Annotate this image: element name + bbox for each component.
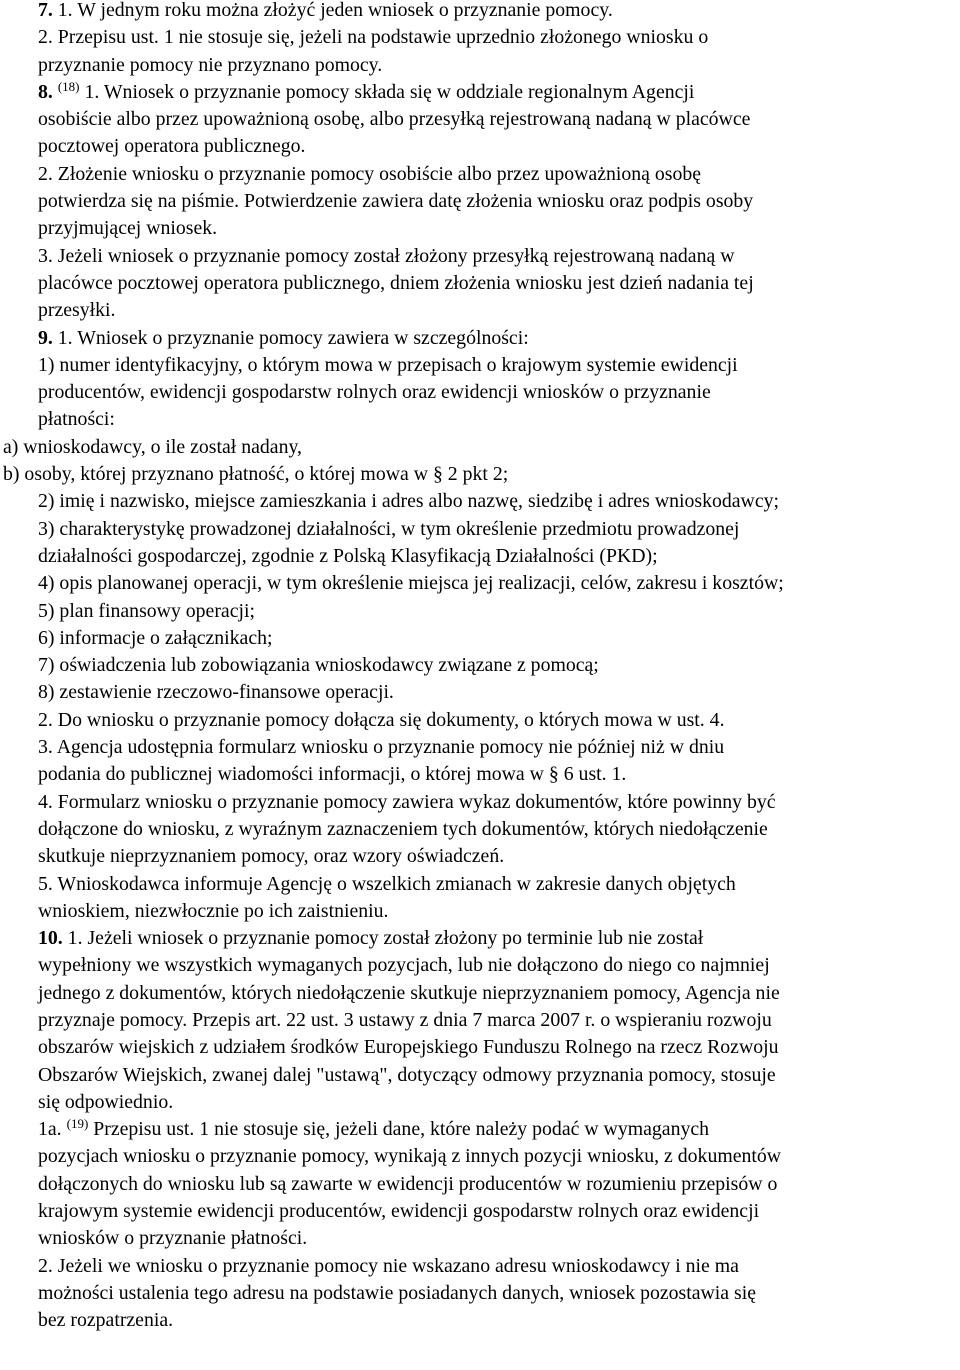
section-number: 10.: [38, 927, 63, 950]
section-number: 9.: [38, 326, 53, 349]
text-line: płatności:: [38, 408, 115, 431]
text-line: 5. Wnioskodawca informuje Agencję o wszelkich zmianach w zakresie danych objętych: [38, 872, 736, 895]
text-line: 1. Wniosek o przyznanie pomocy składa się w oddziale regionalnym Agencji: [79, 80, 695, 103]
text-line: przesyłki.: [38, 299, 116, 322]
text-line: 5) plan finansowy operacji;: [38, 599, 255, 622]
text-line: pocztowej operatora publicznego.: [38, 135, 306, 158]
paragraph-10-heading: [0, 925, 960, 952]
text-line: się odpowiednio.: [38, 1090, 174, 1113]
text-line: 3. Agencja udostępnia formularz wniosku o przyznanie pomocy nie później niż w dniu: [38, 736, 725, 759]
text-line: podania do publicznej wiadomości informacji, o której mowa w § 6 ust. 1.: [38, 763, 627, 786]
text-line: 7) oświadczenia lub zobowiązania wnioskodawcy związane z pomocą;: [38, 654, 599, 677]
text-line: krajowym systemie ewidencji producentów, ewidencji gospodarstw rolnych oraz ewidencji: [38, 1200, 760, 1223]
footnote-ref: (18): [57, 78, 80, 94]
text-line: działalności gospodarczej, zgodnie z Polską Klasyfikacją Działalności (PKD);: [38, 544, 658, 567]
text-line: 2. Złożenie wniosku o przyznanie pomocy osobiście albo przez upoważnioną osobę: [38, 162, 702, 185]
text-line: skutkuje nieprzyznaniem pomocy, oraz wzory oświadczeń.: [38, 845, 505, 868]
text-line: a) wnioskodawcy, o ile został nadany,: [3, 435, 303, 458]
text-line: producentów, ewidencji gospodarstw rolnych oraz ewidencji wniosków o przyznanie: [38, 381, 711, 404]
text-line: wniosków o przyznanie płatności.: [38, 1227, 308, 1250]
item-number: 1a.: [38, 1118, 62, 1141]
text-line: osobiście albo przez upoważnioną osobę, albo przesyłką rejestrowaną nadaną w placówce: [38, 108, 751, 131]
text-line: 2. Do wniosku o przyznanie pomocy dołącza się dokumenty, o których mowa w ust. 4.: [38, 708, 725, 731]
text-line: Przepisu ust. 1 nie stosuje się, jeżeli dane, które należy podać w wymaganych: [88, 1118, 710, 1141]
text-line: wypełniony we wszystkich wymaganych pozycjach, lub nie dołączono do niego co najmniej: [38, 954, 770, 977]
text-line: wnioskiem, niezwłocznie po ich zaistnieniu.: [38, 899, 389, 922]
text-line: 4. Formularz wniosku o przyznanie pomocy zawiera wykaz dokumentów, które powinny być: [38, 790, 776, 813]
text-line: pozycjach wniosku o przyznanie pomocy, wynikają z innych pozycji wniosku, z dokumentów: [38, 1145, 782, 1168]
footnote-ref: (19): [66, 1116, 89, 1132]
text-line: bez rozpatrzenia.: [38, 1309, 174, 1332]
text-line: 4) opis planowanej operacji, w tym określenie miejsca jej realizacji, celów, zakresu i kosztów;: [38, 572, 784, 595]
text-line: 2. Jeżeli we wniosku o przyznanie pomocy nie wskazano adresu wnioskodawcy i nie ma: [38, 1254, 739, 1277]
text-line: możności ustalenia tego adresu na podstawie posiadanych danych, wniosek pozostawia się: [38, 1281, 756, 1304]
text-line: 1) numer identyfikacyjny, o którym mowa w przepisach o krajowym systemie ewidencji: [38, 353, 738, 376]
text-line: dołączonych do wniosku lub są zawarte w ewidencji producentów w rozumieniu przepisów o: [38, 1172, 778, 1195]
text-line: 2. Przepisu ust. 1 nie stosuje się, jeżeli na podstawie uprzednio złożonego wniosku o: [38, 26, 709, 49]
text-line: 1. Jeżeli wniosek o przyznanie pomocy został złożony po terminie lub nie został: [62, 927, 704, 950]
paragraph-9-heading: [0, 325, 960, 352]
text-line: b) osoby, której przyznano płatność, o której mowa w § 2 pkt 2;: [3, 463, 509, 486]
text-line: 3) charakterystykę prowadzonej działalności, w tym określenie przedmiotu prowadzonej: [38, 517, 740, 540]
text-line: dołączone do wniosku, z wyraźnym zaznaczeniem tych dokumentów, których niedołączenie: [38, 817, 768, 840]
section-number: 7.: [38, 0, 53, 21]
text-line: Obszarów Wiejskich, zwanej dalej "ustawą", dotyczący odmowy przyznania pomocy, stosuje: [38, 1063, 776, 1086]
text-line: obszarów wiejskich z udziałem środków Europejskiego Funduszu Rolnego na rzecz Rozwoju: [38, 1036, 779, 1059]
text-line: 2) imię i nazwisko, miejsce zamieszkania i adres albo nazwę, siedzibę i adres wnioskodawcy;: [38, 490, 779, 513]
text-line: 1. W jednym roku można złożyć jeden wniosek o przyznanie pomocy.: [52, 0, 613, 21]
paragraph-7-heading: [0, 0, 960, 24]
paragraph-8-heading: [0, 79, 960, 106]
text-line: 8) zestawienie rzeczowo-finansowe operacji.: [38, 681, 394, 704]
text-line: przyznanie pomocy nie przyznano pomocy.: [38, 53, 383, 76]
text-line: 1. Wniosek o przyznanie pomocy zawiera w szczególności:: [52, 326, 529, 349]
text-line: potwierdza się na piśmie. Potwierdzenie zawiera datę złożenia wniosku oraz podpis osoby: [38, 190, 754, 213]
text-line: placówce pocztowej operatora publicznego, dniem złożenia wniosku jest dzień nadania tej: [38, 271, 754, 294]
text-line: przyznaje pomocy. Przepis art. 22 ust. 3 ustawy z dnia 7 marca 2007 r. o wspieraniu rozwoju: [38, 1008, 772, 1031]
text-line: jednego z dokumentów, których niedołączenie skutkuje nieprzyznaniem pomocy, Agencja nie: [38, 981, 780, 1004]
text-line: 3. Jeżeli wniosek o przyznanie pomocy został złożony przesyłką rejestrowaną nadaną w: [38, 244, 735, 267]
text-line: przyjmującej wniosek.: [38, 217, 218, 240]
paragraph-1a-heading: [0, 1116, 960, 1143]
text-line: 6) informacje o załącznikach;: [38, 626, 273, 649]
section-number: 8.: [38, 80, 53, 103]
